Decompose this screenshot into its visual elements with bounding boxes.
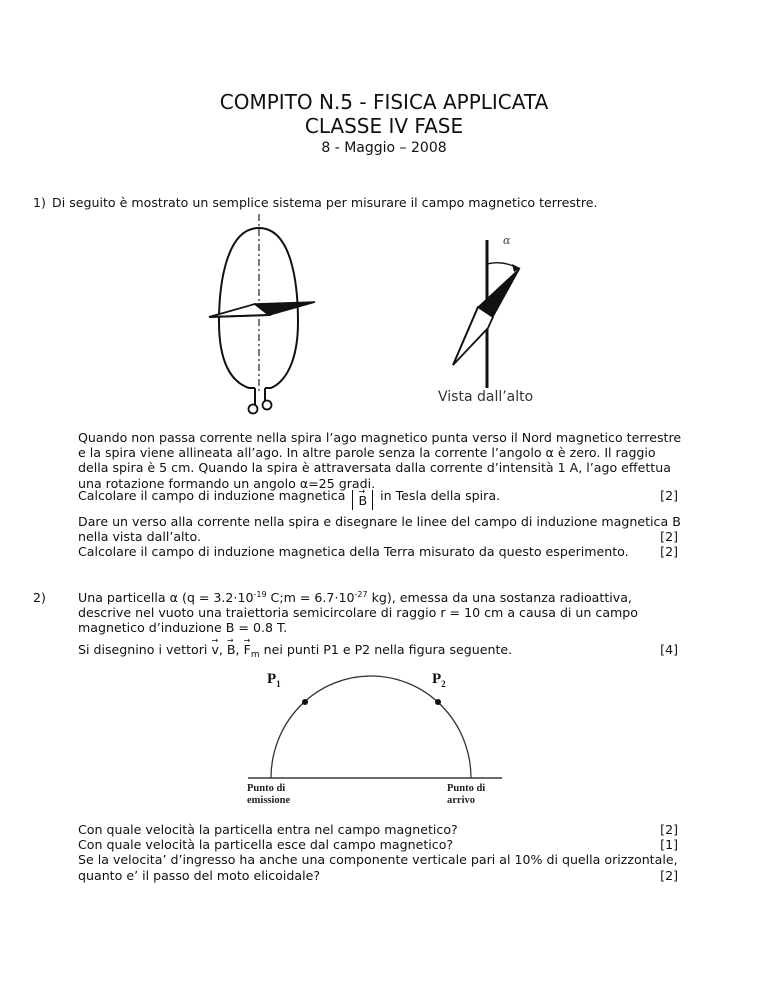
point-p2-label: $P_2$ [432, 671, 446, 689]
point-p1-label: $P_1$ [267, 671, 281, 689]
b-vector-symbol: → B [358, 490, 367, 512]
emission-point-label: Punto di emissione [247, 783, 291, 806]
statement-text: kg), emessa da una sostanza radioattiva, [367, 590, 632, 605]
points: [2] [660, 488, 678, 503]
b-vector-symbol: → B [227, 642, 236, 657]
question-1-number: 1) [33, 195, 46, 210]
question-2-number: 2) [33, 590, 46, 605]
v-vector-symbol: → v [211, 642, 218, 657]
points: [2] [660, 529, 678, 545]
b-magnitude [352, 490, 373, 510]
arrival-point-label: Punto di arrivo [447, 783, 486, 806]
desc-line: della spira è 5 cm. Quando la spira è attraversata dalla corrente d’intensità 1 A, l’ago effettua [78, 460, 671, 476]
task-text: in Tesla della spira. [380, 488, 501, 503]
points: [2] [660, 544, 678, 560]
q1-task-1 [78, 485, 678, 510]
subquestion-text: Con quale velocità la particella esce dal campo magnetico? [78, 837, 454, 853]
points: [1] [660, 837, 678, 853]
top-view-figure [440, 230, 540, 390]
question-2-statement: Una particella α ($q = 3.2\cdot 10^{-19}$ C;m = $6.7\cdot 10^{-27}$ kg), emessa da una sostanza radioattiva, descrive nel vuoto una traiettoria semicircolare di raggio r = 10 cm a causa di un campo magnetico d’induzione B = 0.8 T. Si disegnino i vettori → v, → B, → $F_m$ nei punti P1 e P2 nella figura seguente. [4] [78, 590, 678, 657]
points: [2] [660, 867, 678, 883]
task-text: Dare un verso alla corrente nella spira e disegnare le linee del campo di induzione magnetica B [78, 514, 681, 529]
subquestion-text: quanto e’ il passo del moto elicoidale? [78, 867, 320, 883]
desc-line: una rotazione formando un angolo α=25 gradi. [78, 475, 376, 491]
question-1-intro: Di seguito è mostrato un semplice sistema per misurare il campo magnetico terrestre. [52, 195, 598, 210]
desc-line: Quando non passa corrente nella spira l’ago magnetico punta verso il Nord magnetico terrestre [78, 430, 682, 445]
f-vector-symbol: → F [244, 642, 251, 657]
points: [2] [660, 822, 678, 837]
statement-text: descrive nel vuoto una traiettoria semicircolare di raggio r = 10 cm a causa di un campo [78, 605, 639, 621]
angle-alpha-label: α [503, 234, 511, 247]
subquestion-text: Con quale velocità la particella entra nel campo magnetico? [78, 822, 458, 837]
q1-task-2-3 [78, 514, 681, 560]
document-title: COMPITO N.5 - FISICA APPLICATA [219, 90, 549, 114]
task-text: nella vista dall’alto. [78, 529, 201, 545]
subquestion-text: Se la velocita’ d’ingresso ha anche una componente verticale pari al 10% di quella orizzontale, [78, 852, 678, 868]
task-text: Calcolare il campo di induzione magnetica della Terra misurato da questo esperimento. [78, 544, 629, 560]
statement-text: magnetico d’induzione B = 0.8 T. [78, 620, 288, 636]
class-title: CLASSE IV FASE [304, 114, 464, 138]
coil-compass-figure [205, 212, 320, 417]
desc-line: e la spira viene allineata all’ago. In altre parole senza la corrente l’angolo α è zero. Il raggio [78, 445, 656, 461]
exam-date: 8 - Maggio – 2008 [321, 140, 447, 156]
exponent: -19 [253, 590, 267, 599]
statement-text: C;m = 6.7·10 [266, 590, 355, 605]
points: [4] [660, 641, 678, 657]
exponent: -27 [354, 590, 368, 599]
task-text: Si disegnino i vettori [78, 641, 212, 657]
task-text: nei punti P1 e P2 nella figura seguente. [259, 641, 513, 657]
subscript: m [250, 649, 260, 660]
question-1-description [78, 430, 682, 491]
top-view-label: Vista dall’alto [438, 389, 534, 405]
task-text: Calcolare il campo di induzione magnetica [78, 488, 346, 503]
question-2-subquestions [78, 822, 678, 883]
statement-text: Una particella α (q = 3.2·10 [78, 590, 254, 605]
